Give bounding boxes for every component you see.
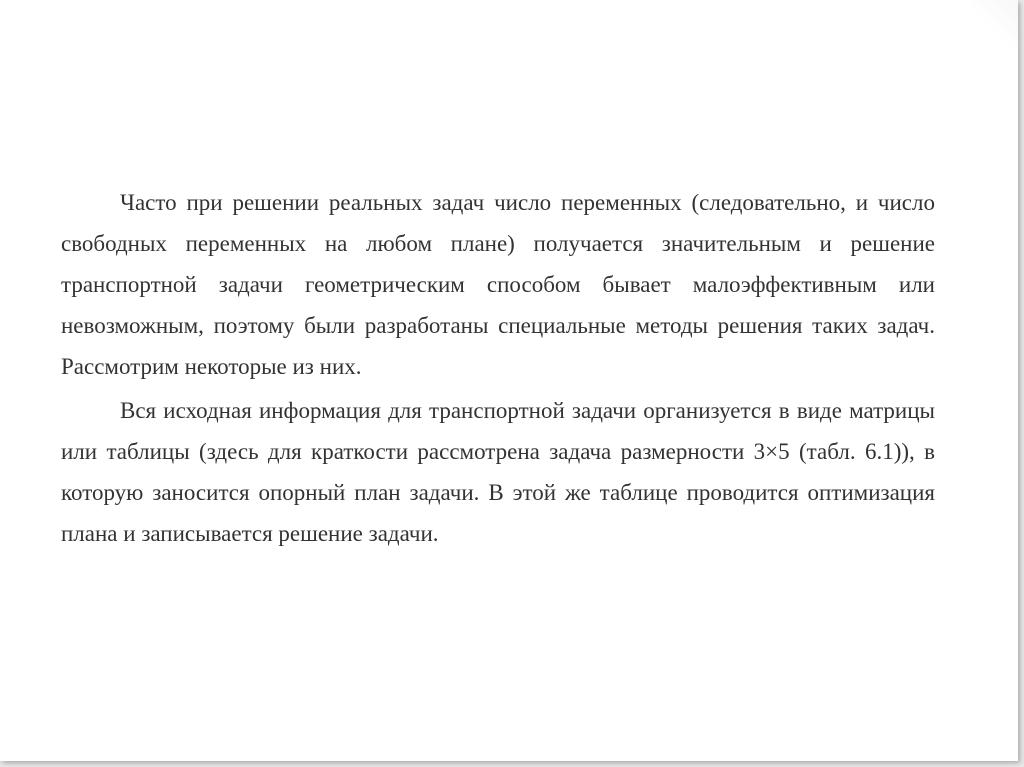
paragraph-1: Часто при решении реальных задач число переменных (следовательно, и число свободных переменных на любом плане) получается значительным и решение транспортной задачи геометрическим способом бывает малоэффективным или невозможным, поэтому были разработаны специальные методы решения таких задач. Рассмотрим некоторые из них. xyxy=(61,190,935,379)
paragraph-2: Вся исходная информация для транспортной задачи организуется в виде матрицы или таблицы (здесь для краткости рассмотрена задача размерности 3×5 (табл. 6.1)), в которую заносится опорный план задачи. В этой же таблице проводится оптимизация плана и записывается решение задачи. xyxy=(61,398,935,546)
body-text xyxy=(61,182,935,554)
